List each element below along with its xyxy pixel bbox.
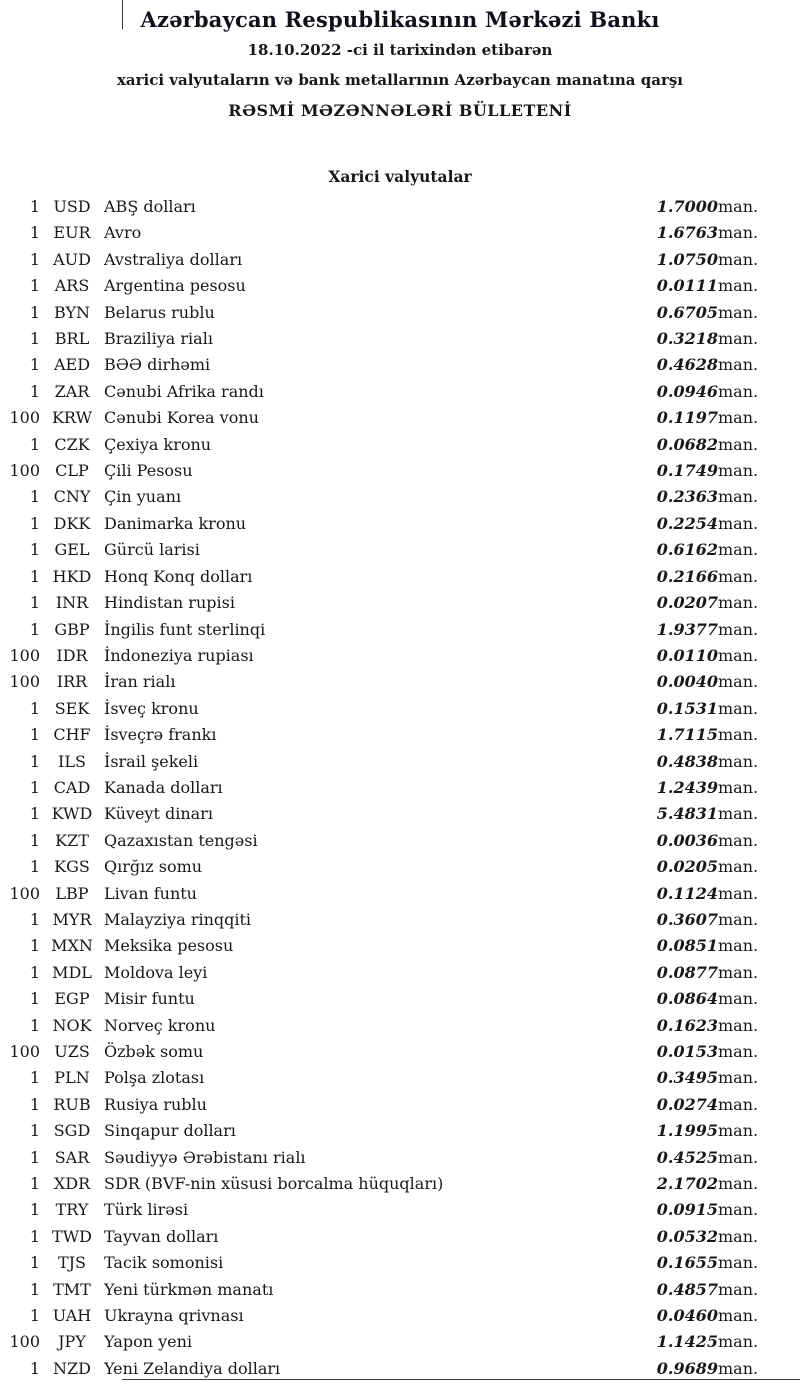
rate-row: [0, 749, 786, 775]
rate-value: 0.0274: [656, 1094, 718, 1114]
currency-code: XDR: [53, 1174, 91, 1194]
rate-unit: man.: [718, 1121, 759, 1141]
rate-value: 0.2254: [656, 513, 718, 533]
currency-name: Türk lirəsi: [104, 1200, 189, 1220]
rate-row: [0, 564, 786, 590]
rate-unit: man.: [718, 1094, 759, 1114]
currency-name: Özbək somu: [104, 1042, 204, 1061]
currency-code: CZK: [54, 434, 90, 454]
rate-row: [0, 722, 786, 748]
rate-quantity: 1: [29, 1253, 40, 1273]
currency-code: CHF: [53, 725, 91, 745]
rate-unit: man.: [718, 909, 759, 929]
currency-name: Qırğız somu: [104, 857, 203, 877]
rate-unit: man.: [718, 566, 759, 586]
currency-name: Belarus rublu: [104, 302, 215, 322]
currency-name: BƏƏ dirhəmi: [104, 355, 211, 375]
effective-date-line: 18.10.2022 -ci il tarixindən etibarən: [247, 41, 553, 59]
currency-code: RUB: [53, 1094, 91, 1114]
rate-unit: man.: [718, 777, 759, 797]
rate-value: 0.0207: [656, 593, 718, 613]
rate-value: 0.1655: [656, 1253, 718, 1273]
rate-unit: man.: [718, 1015, 759, 1035]
rate-row: [0, 537, 786, 563]
currency-name: Norveç kronu: [104, 1015, 216, 1035]
rate-quantity: 1: [29, 566, 40, 586]
rate-value: 0.0682: [656, 434, 718, 454]
currency-code: BRL: [54, 329, 90, 349]
rate-row: [0, 1013, 786, 1039]
rate-row: [0, 432, 786, 458]
rate-quantity: 1: [29, 1147, 40, 1167]
rate-value: 0.9689: [656, 1358, 718, 1378]
section-title-foreign-currencies: Xarici valyutalar: [328, 167, 472, 186]
rate-value: 5.4831: [656, 804, 718, 824]
currency-code: SAR: [54, 1147, 90, 1167]
currency-name: Gürcü larisi: [104, 540, 200, 560]
rate-value: 0.6162: [656, 540, 718, 560]
currency-name: Rusiya rublu: [104, 1094, 207, 1114]
rate-unit: man.: [718, 197, 759, 216]
currency-name: Argentina pesosu: [104, 276, 246, 296]
page-border-left-fragment: [122, 0, 123, 29]
rate-unit: man.: [718, 540, 759, 560]
rate-unit: man.: [718, 1174, 759, 1194]
rate-unit: man.: [718, 672, 759, 692]
rate-row: [0, 1197, 786, 1223]
currency-name: Tacik somonisi: [104, 1253, 224, 1273]
rate-row: [0, 854, 786, 880]
rate-row: [0, 828, 786, 854]
currency-code: EUR: [53, 223, 91, 243]
rate-value: 0.0864: [656, 989, 718, 1009]
rate-quantity: 1: [29, 909, 40, 929]
rate-value: 0.1531: [656, 698, 718, 718]
rate-row: [0, 881, 786, 907]
currency-code: UZS: [54, 1042, 90, 1061]
rate-row: [0, 1118, 786, 1144]
rate-value: 0.0851: [656, 936, 718, 956]
currency-name: Malayziya rinqqiti: [104, 909, 252, 929]
currency-name: Çili Pesosu: [104, 461, 193, 481]
rate-value: 0.0111: [656, 276, 718, 296]
rate-unit: man.: [718, 1358, 759, 1378]
rate-value: 0.0877: [656, 962, 718, 982]
rate-row: [0, 273, 786, 299]
currency-code: ILS: [58, 751, 86, 771]
rate-unit: man.: [718, 830, 759, 850]
bulletin-title: RƏSMİ MƏZƏNNƏLƏRİ BÜLLETENİ: [228, 101, 572, 120]
currency-code: BYN: [53, 302, 91, 322]
currency-name: Kanada dolları: [104, 777, 223, 797]
rate-unit: man.: [718, 461, 759, 481]
rate-row: [0, 669, 786, 695]
rate-unit: man.: [718, 487, 759, 507]
rate-unit: man.: [718, 883, 759, 903]
rate-unit: man.: [718, 1279, 759, 1299]
rate-unit: man.: [718, 381, 759, 401]
currency-name: İsveçrə frankı: [104, 725, 217, 745]
rate-quantity: 1: [29, 302, 40, 322]
rate-row: [0, 1171, 786, 1197]
currency-code: CNY: [53, 487, 91, 507]
rates-table-body: [0, 194, 786, 1382]
rate-quantity: 1: [29, 1358, 40, 1378]
rate-unit: man.: [718, 936, 759, 956]
rate-quantity: 1: [29, 513, 40, 533]
currency-code: CLP: [55, 461, 89, 481]
currency-name: Çexiya kronu: [104, 434, 212, 454]
rate-quantity: 1: [29, 329, 40, 349]
currency-code: TJS: [57, 1253, 87, 1273]
currency-code: TWD: [52, 1226, 92, 1246]
currency-name: ABŞ dolları: [104, 197, 196, 216]
currency-name: İndoneziya rupiası: [104, 645, 254, 665]
rate-unit: man.: [718, 276, 759, 296]
rate-quantity: 1: [29, 1068, 40, 1088]
rate-quantity: 1: [29, 197, 40, 216]
rate-unit: man.: [718, 408, 759, 428]
currency-code: INR: [55, 593, 89, 613]
rate-quantity: 1: [29, 593, 40, 613]
currency-code: HKD: [52, 566, 92, 586]
rate-quantity: 1: [29, 276, 40, 296]
rate-value: 0.4628: [656, 355, 718, 375]
rate-unit: man.: [718, 1042, 759, 1061]
rate-row: [0, 379, 786, 405]
rate-unit: man.: [718, 725, 759, 745]
rate-quantity: 1: [29, 804, 40, 824]
rate-value: 0.6705: [656, 302, 718, 322]
currency-name: Meksika pesosu: [104, 936, 234, 956]
rate-unit: man.: [718, 434, 759, 454]
rate-quantity: 1: [29, 989, 40, 1009]
rate-unit: man.: [718, 857, 759, 877]
currency-code: GEL: [54, 540, 90, 560]
currency-name: Qazaxıstan tengəsi: [104, 830, 258, 850]
rate-value: 0.1197: [656, 408, 718, 428]
currency-code: NZD: [53, 1358, 91, 1378]
rate-value: 0.0040: [656, 672, 718, 692]
currency-code: TRY: [55, 1200, 89, 1220]
currency-code: KGS: [54, 857, 90, 877]
rate-quantity: 1: [29, 381, 40, 401]
rate-unit: man.: [718, 1226, 759, 1246]
currency-name: Tayvan dolları: [104, 1226, 219, 1246]
rate-row: [0, 1092, 786, 1118]
rate-row: [0, 511, 786, 537]
rate-row: [0, 405, 786, 431]
rate-value: 2.1702: [656, 1174, 718, 1194]
rate-unit: man.: [718, 355, 759, 375]
rate-quantity: 1: [29, 962, 40, 982]
rate-value: 0.4838: [656, 751, 718, 771]
rate-unit: man.: [718, 962, 759, 982]
rate-quantity: 1: [29, 223, 40, 243]
rate-row: [0, 352, 786, 378]
rate-value: 0.0946: [656, 381, 718, 401]
rate-unit: man.: [718, 223, 759, 243]
currency-name: İsveç kronu: [104, 698, 199, 718]
rate-row: [0, 1145, 786, 1171]
rate-value: 0.2166: [656, 566, 718, 586]
currency-code: MXN: [51, 936, 93, 956]
bank-name-title: Azərbaycan Respublikasının Mərkəzi Bankı: [140, 7, 660, 32]
rate-value: 1.2439: [656, 777, 718, 797]
currency-name: İsrail şekeli: [104, 751, 199, 771]
currency-name: Danimarka kronu: [104, 513, 247, 533]
currency-name: Yeni Zelandiya dolları: [104, 1358, 281, 1378]
rate-row: [0, 696, 786, 722]
rate-row: [0, 1277, 786, 1303]
currency-code: SGD: [53, 1121, 91, 1141]
currency-code: MDL: [52, 962, 92, 982]
currency-name: Ukrayna qrivnası: [104, 1306, 244, 1326]
rate-quantity: 100: [9, 1042, 40, 1061]
rate-quantity: 1: [29, 830, 40, 850]
rate-quantity: 1: [29, 857, 40, 877]
rate-unit: man.: [718, 698, 759, 718]
rate-quantity: 1: [29, 1200, 40, 1220]
rate-value: 0.0205: [656, 857, 718, 877]
currency-code: IRR: [56, 672, 88, 692]
currency-name: Braziliya rialı: [104, 329, 213, 349]
rate-unit: man.: [718, 249, 759, 269]
rate-quantity: 1: [29, 1226, 40, 1246]
rate-unit: man.: [718, 804, 759, 824]
rate-row: [0, 1065, 786, 1091]
rate-unit: man.: [718, 513, 759, 533]
rate-quantity: 1: [29, 777, 40, 797]
rate-unit: man.: [718, 1068, 759, 1088]
rate-value: 0.3218: [656, 329, 718, 349]
rate-quantity: 1: [29, 540, 40, 560]
rate-quantity: 1: [29, 1094, 40, 1114]
rate-value: 0.2363: [656, 487, 718, 507]
rate-row: [0, 617, 786, 643]
rate-row: [0, 220, 786, 246]
rate-quantity: 1: [29, 725, 40, 745]
document-header: [0, 0, 800, 120]
rate-value: 1.0750: [656, 249, 718, 269]
rate-quantity: 100: [9, 1332, 40, 1352]
currency-name: Honq Konq dolları: [104, 566, 253, 586]
rate-row: [0, 1303, 786, 1329]
rate-quantity: 1: [29, 249, 40, 269]
rate-unit: man.: [718, 645, 759, 665]
scope-description-line: xarici valyutaların və bank metallarının Azərbaycan manatına qarşı: [116, 71, 684, 89]
rate-row: [0, 775, 786, 801]
rate-row: [0, 1039, 786, 1065]
currency-code: AED: [53, 355, 91, 375]
rate-quantity: 1: [29, 355, 40, 375]
currency-code: MYR: [52, 909, 92, 929]
rate-quantity: 100: [9, 672, 40, 692]
rate-value: 1.1425: [656, 1332, 718, 1352]
currency-code: TMT: [53, 1279, 91, 1299]
currency-code: PLN: [54, 1068, 90, 1088]
currency-code: KWD: [51, 804, 93, 824]
rate-row: [0, 1224, 786, 1250]
rate-row: [0, 907, 786, 933]
rate-value: 0.0915: [656, 1200, 718, 1220]
rate-row: [0, 643, 786, 669]
rate-quantity: 1: [29, 698, 40, 718]
currency-code: KZT: [55, 830, 89, 850]
rate-row: [0, 590, 786, 616]
rate-value: 1.6763: [656, 223, 718, 243]
rate-row: [0, 194, 786, 220]
rate-quantity: 1: [29, 434, 40, 454]
currency-name: Cənubi Afrika randı: [104, 381, 264, 401]
rate-unit: man.: [718, 1147, 759, 1167]
rate-row: [0, 247, 786, 273]
rate-row: [0, 326, 786, 352]
rate-row: [0, 1250, 786, 1276]
currency-code: CAD: [53, 777, 91, 797]
rate-unit: man.: [718, 989, 759, 1009]
currency-name: İngilis funt sterlinqi: [104, 619, 266, 639]
currency-name: Moldova leyi: [104, 962, 208, 982]
rate-value: 1.7000: [656, 197, 718, 216]
rate-unit: man.: [718, 1332, 759, 1352]
currency-name: SDR (BVF-nin xüsusi borcalma hüquqları): [104, 1174, 444, 1194]
currency-name: Çin yuanı: [104, 487, 182, 507]
rate-quantity: 100: [9, 461, 40, 481]
currency-code: DKK: [53, 513, 91, 533]
rate-value: 0.3607: [656, 909, 718, 929]
rate-value: 0.4857: [656, 1279, 718, 1299]
rate-unit: man.: [718, 1253, 759, 1273]
rate-quantity: 1: [29, 1279, 40, 1299]
currency-code: GBP: [54, 619, 90, 639]
page-border-bottom-line: [122, 1379, 800, 1380]
currency-name: Livan funtu: [104, 883, 197, 903]
rate-quantity: 1: [29, 1174, 40, 1194]
rate-row: [0, 801, 786, 827]
rate-row: [0, 1329, 786, 1355]
rate-quantity: 1: [29, 1015, 40, 1035]
currency-name: Polşa zlotası: [104, 1068, 205, 1088]
currency-code: ARS: [54, 276, 90, 296]
exchange-rates-table: [0, 194, 786, 1382]
rate-value: 0.0460: [656, 1306, 718, 1326]
currency-code: KRW: [51, 408, 93, 428]
rate-row: [0, 458, 786, 484]
rate-unit: man.: [718, 329, 759, 349]
currency-code: USD: [53, 197, 91, 216]
rate-value: 0.1749: [656, 461, 718, 481]
rate-value: 0.1124: [656, 883, 718, 903]
currency-code: SEK: [54, 698, 90, 718]
rate-value: 0.0110: [656, 645, 718, 665]
rate-unit: man.: [718, 619, 759, 639]
currency-name: Avro: [104, 223, 142, 243]
currency-name: Misir funtu: [104, 989, 195, 1009]
currency-code: AUD: [53, 249, 91, 269]
rate-row: [0, 933, 786, 959]
rate-quantity: 1: [29, 487, 40, 507]
rate-value: 1.9377: [656, 619, 718, 639]
rate-row: [0, 300, 786, 326]
currency-code: EGP: [54, 989, 90, 1009]
currency-name: Yeni türkmən manatı: [104, 1279, 274, 1299]
rate-value: 0.0036: [656, 830, 718, 850]
rate-quantity: 1: [29, 1306, 40, 1326]
currency-name: Avstraliya dolları: [104, 249, 243, 269]
rate-quantity: 1: [29, 619, 40, 639]
currency-name: Yapon yeni: [104, 1332, 193, 1352]
currency-code: IDR: [56, 645, 88, 665]
currency-code: ZAR: [54, 381, 90, 401]
rate-unit: man.: [718, 1200, 759, 1220]
currency-code: JPY: [58, 1332, 86, 1352]
rate-unit: man.: [718, 1306, 759, 1326]
currency-name: İran rialı: [104, 672, 176, 692]
rate-quantity: 100: [9, 883, 40, 903]
currency-code: NOK: [52, 1015, 92, 1035]
rate-unit: man.: [718, 751, 759, 771]
currency-name: Səudiyyə Ərəbistanı rialı: [104, 1147, 306, 1167]
rate-quantity: 1: [29, 1121, 40, 1141]
rate-quantity: 100: [9, 645, 40, 665]
rate-value: 1.7115: [656, 725, 718, 745]
rate-unit: man.: [718, 302, 759, 322]
rate-row: [0, 986, 786, 1012]
currency-name: Cənubi Korea vonu: [104, 408, 259, 428]
rate-value: 0.3495: [656, 1068, 718, 1088]
rate-quantity: 100: [9, 408, 40, 428]
rate-value: 1.1995: [656, 1121, 718, 1141]
rate-quantity: 1: [29, 936, 40, 956]
rate-quantity: 1: [29, 751, 40, 771]
rate-value: 0.0532: [656, 1226, 718, 1246]
rate-value: 0.4525: [656, 1147, 718, 1167]
currency-code: LBP: [55, 883, 89, 903]
rate-value: 0.1623: [656, 1015, 718, 1035]
currency-name: Sinqapur dolları: [104, 1121, 236, 1141]
rate-row: [0, 484, 786, 510]
rate-row: [0, 960, 786, 986]
rate-value: 0.0153: [656, 1042, 718, 1061]
currency-name: Hindistan rupisi: [104, 593, 235, 613]
currency-code: UAH: [52, 1306, 92, 1326]
rate-unit: man.: [718, 593, 759, 613]
currency-name: Küveyt dinarı: [104, 804, 213, 824]
